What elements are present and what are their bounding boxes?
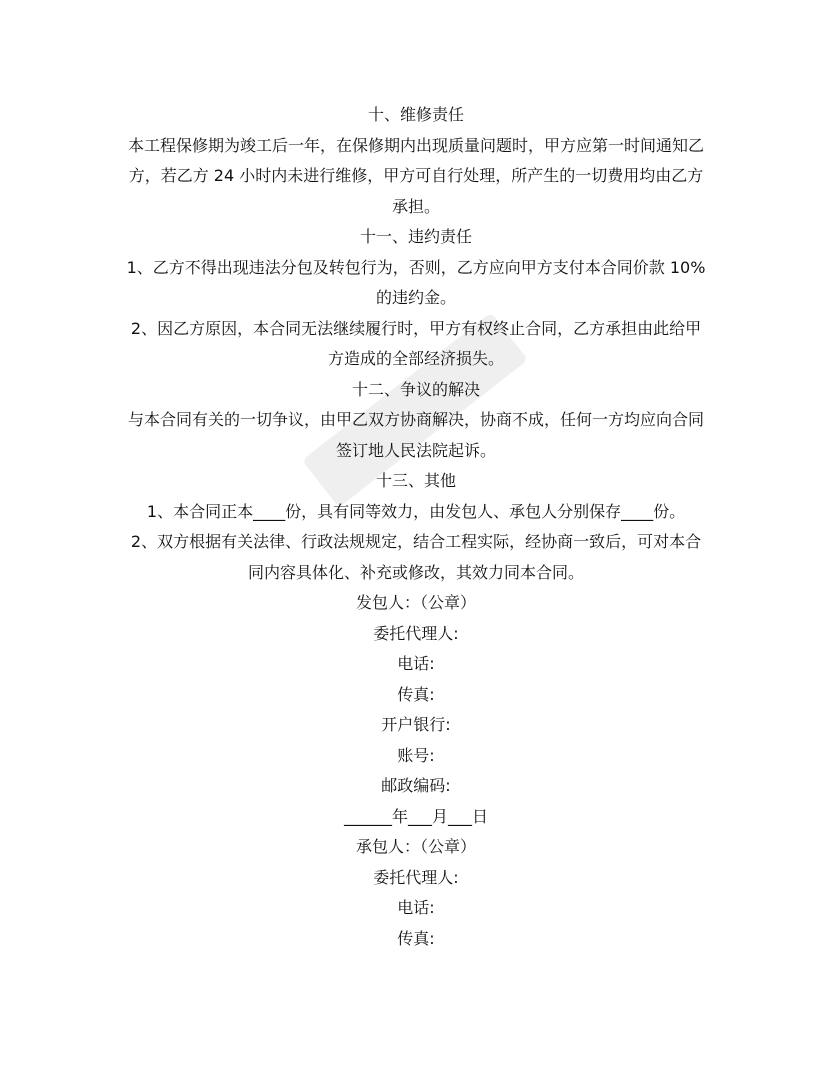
employer-bank-label: 开户银行:	[381, 715, 451, 734]
employer-fax-label: 传真:	[397, 684, 435, 704]
section-13-line-2: 2、双方根据有关法律、行政法规规定，结合工程实际，经协商一致后，可对本合	[130, 532, 702, 551]
contractor-phone-label: 电话:	[397, 898, 435, 917]
contractor-fax-label: 传真:	[397, 928, 435, 948]
section-12-line-2: 签订地人民法院起诉。	[335, 440, 496, 460]
section-12-title: 十二、争议的解决	[351, 379, 480, 399]
section-11-line-4: 方造成的全部经济损失。	[327, 349, 504, 368]
section-10-line-1: 本工程保修期为竣工后一年，在保修期内出现质量问题时，甲方应第一时间通知乙	[127, 135, 704, 155]
employer-postcode-label: 邮政编码:	[381, 776, 451, 795]
section-13-title: 十三、其他	[375, 471, 456, 490]
section-11-line-2: 的违约金。	[375, 288, 456, 307]
signing-date: ______年___月___日	[343, 806, 488, 826]
section-12-line-1: 与本合同有关的一切争议，由甲乙双方协商解决，协商不成，任何一方均应向合同	[127, 410, 704, 429]
employer-account-label: 账号:	[397, 745, 435, 765]
section-10-line-3: 承担。	[391, 196, 440, 216]
contractor-agent-label: 委托代理人:	[373, 867, 459, 887]
section-13-line-3: 同内容具体化、补充或修改，其效力同本合同。	[247, 562, 584, 582]
section-11-line-3: 2、因乙方原因，本合同无法继续履行时，甲方有权终止合同，乙方承担由此给甲	[130, 318, 702, 338]
section-11-line-1: 1、乙方不得出现违法分包及转包行为，否则，乙方应向甲方支付本合同价款 10%	[126, 257, 706, 277]
employer-agent-label: 委托代理人:	[373, 623, 459, 643]
section-10-title: 十、维修责任	[367, 105, 464, 124]
section-10-line-2: 方，若乙方 24 小时内未进行维修，甲方可自行处理，所产生的一切费用均由乙方	[128, 166, 704, 185]
section-11-title: 十一、违约责任	[359, 227, 472, 246]
section-13-line-1: 1、本合同正本____份，具有同等效力，由发包人、承包人分别保存____份。	[146, 501, 686, 521]
employer-seal-label: 发包人：（公章）	[355, 593, 476, 612]
employer-phone-label: 电话:	[397, 654, 435, 673]
contractor-seal-label: 承包人：（公章）	[355, 837, 476, 856]
contract-body	[118, 100, 714, 954]
